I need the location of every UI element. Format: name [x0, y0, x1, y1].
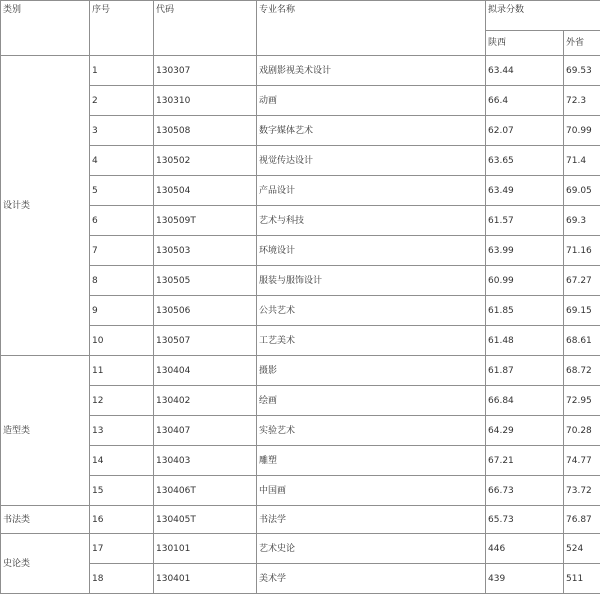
code-cell: 130503 [154, 236, 257, 266]
table-row [1, 296, 600, 326]
index-cell: 12 [90, 386, 154, 416]
code-cell: 130507 [154, 326, 257, 356]
table-row [1, 86, 600, 116]
shaanxi-score-cell: 439 [486, 564, 564, 594]
table-row [1, 266, 600, 296]
code-cell: 130504 [154, 176, 257, 206]
code-cell: 130101 [154, 534, 257, 564]
header-score: 拟录分数 [486, 1, 600, 31]
code-cell: 130407 [154, 416, 257, 446]
category-cell: 史论类 [1, 534, 90, 594]
shaanxi-score-cell: 446 [486, 534, 564, 564]
major-name-cell: 中国画 [257, 476, 486, 506]
table-row [1, 506, 600, 534]
shaanxi-score-cell: 61.48 [486, 326, 564, 356]
major-name-cell: 公共艺术 [257, 296, 486, 326]
other-province-score-cell: 73.72 [564, 476, 600, 506]
other-province-score-cell: 70.28 [564, 416, 600, 446]
other-province-score-cell: 69.3 [564, 206, 600, 236]
shaanxi-score-cell: 61.57 [486, 206, 564, 236]
other-province-score-cell: 68.72 [564, 356, 600, 386]
major-name-cell: 服装与服饰设计 [257, 266, 486, 296]
shaanxi-score-cell: 60.99 [486, 266, 564, 296]
index-cell: 5 [90, 176, 154, 206]
code-cell: 130406T [154, 476, 257, 506]
major-name-cell: 艺术与科技 [257, 206, 486, 236]
other-province-score-cell: 69.53 [564, 56, 600, 86]
index-cell: 6 [90, 206, 154, 236]
major-name-cell: 戏剧影视美术设计 [257, 56, 486, 86]
index-cell: 16 [90, 506, 154, 534]
table-row [1, 146, 600, 176]
code-cell: 130403 [154, 446, 257, 476]
table-row [1, 236, 600, 266]
major-name-cell: 环境设计 [257, 236, 486, 266]
other-province-score-cell: 69.15 [564, 296, 600, 326]
index-cell: 17 [90, 534, 154, 564]
code-cell: 130506 [154, 296, 257, 326]
index-cell: 9 [90, 296, 154, 326]
index-cell: 7 [90, 236, 154, 266]
major-name-cell: 视觉传达设计 [257, 146, 486, 176]
code-cell: 130502 [154, 146, 257, 176]
index-cell: 4 [90, 146, 154, 176]
index-cell: 13 [90, 416, 154, 446]
header-major: 专业名称 [257, 1, 486, 56]
index-cell: 11 [90, 356, 154, 386]
shaanxi-score-cell: 62.07 [486, 116, 564, 146]
major-name-cell: 工艺美术 [257, 326, 486, 356]
code-cell: 130401 [154, 564, 257, 594]
shaanxi-score-cell: 61.87 [486, 356, 564, 386]
shaanxi-score-cell: 66.4 [486, 86, 564, 116]
major-name-cell: 产品设计 [257, 176, 486, 206]
shaanxi-score-cell: 63.65 [486, 146, 564, 176]
shaanxi-score-cell: 67.21 [486, 446, 564, 476]
header-code: 代码 [154, 1, 257, 56]
index-cell: 2 [90, 86, 154, 116]
code-cell: 130404 [154, 356, 257, 386]
index-cell: 18 [90, 564, 154, 594]
header-category: 类别 [1, 1, 90, 56]
major-name-cell: 美术学 [257, 564, 486, 594]
table-row [1, 564, 600, 594]
code-cell: 130310 [154, 86, 257, 116]
other-province-score-cell: 524 [564, 534, 600, 564]
table-body [1, 56, 600, 594]
header-index: 序号 [90, 1, 154, 56]
index-cell: 8 [90, 266, 154, 296]
major-name-cell: 雕塑 [257, 446, 486, 476]
index-cell: 15 [90, 476, 154, 506]
other-province-score-cell: 68.61 [564, 326, 600, 356]
shaanxi-score-cell: 63.99 [486, 236, 564, 266]
header-other-province: 外省 [564, 31, 600, 56]
other-province-score-cell: 71.16 [564, 236, 600, 266]
major-name-cell: 实验艺术 [257, 416, 486, 446]
index-cell: 3 [90, 116, 154, 146]
other-province-score-cell: 67.27 [564, 266, 600, 296]
code-cell: 130505 [154, 266, 257, 296]
index-cell: 10 [90, 326, 154, 356]
shaanxi-score-cell: 63.44 [486, 56, 564, 86]
code-cell: 130508 [154, 116, 257, 146]
major-name-cell: 书法学 [257, 506, 486, 534]
major-name-cell: 绘画 [257, 386, 486, 416]
header-shaanxi: 陕西 [486, 31, 564, 56]
major-name-cell: 摄影 [257, 356, 486, 386]
other-province-score-cell: 511 [564, 564, 600, 594]
table-row [1, 534, 600, 564]
code-cell: 130405T [154, 506, 257, 534]
table-row [1, 446, 600, 476]
major-name-cell: 艺术史论 [257, 534, 486, 564]
code-cell: 130402 [154, 386, 257, 416]
other-province-score-cell: 71.4 [564, 146, 600, 176]
table-row [1, 326, 600, 356]
index-cell: 14 [90, 446, 154, 476]
table-row [1, 116, 600, 146]
table-row [1, 176, 600, 206]
other-province-score-cell: 72.3 [564, 86, 600, 116]
table-row [1, 56, 600, 86]
shaanxi-score-cell: 65.73 [486, 506, 564, 534]
other-province-score-cell: 70.99 [564, 116, 600, 146]
category-cell: 造型类 [1, 356, 90, 506]
code-cell: 130509T [154, 206, 257, 236]
other-province-score-cell: 74.77 [564, 446, 600, 476]
table-row [1, 206, 600, 236]
shaanxi-score-cell: 64.29 [486, 416, 564, 446]
table-row [1, 356, 600, 386]
category-cell: 书法类 [1, 506, 90, 534]
code-cell: 130307 [154, 56, 257, 86]
index-cell: 1 [90, 56, 154, 86]
table-row [1, 476, 600, 506]
shaanxi-score-cell: 66.84 [486, 386, 564, 416]
major-name-cell: 动画 [257, 86, 486, 116]
table-row [1, 416, 600, 446]
other-province-score-cell: 76.87 [564, 506, 600, 534]
shaanxi-score-cell: 66.73 [486, 476, 564, 506]
other-province-score-cell: 72.95 [564, 386, 600, 416]
shaanxi-score-cell: 63.49 [486, 176, 564, 206]
shaanxi-score-cell: 61.85 [486, 296, 564, 326]
major-name-cell: 数字媒体艺术 [257, 116, 486, 146]
category-cell: 设计类 [1, 56, 90, 356]
table-row [1, 386, 600, 416]
other-province-score-cell: 69.05 [564, 176, 600, 206]
